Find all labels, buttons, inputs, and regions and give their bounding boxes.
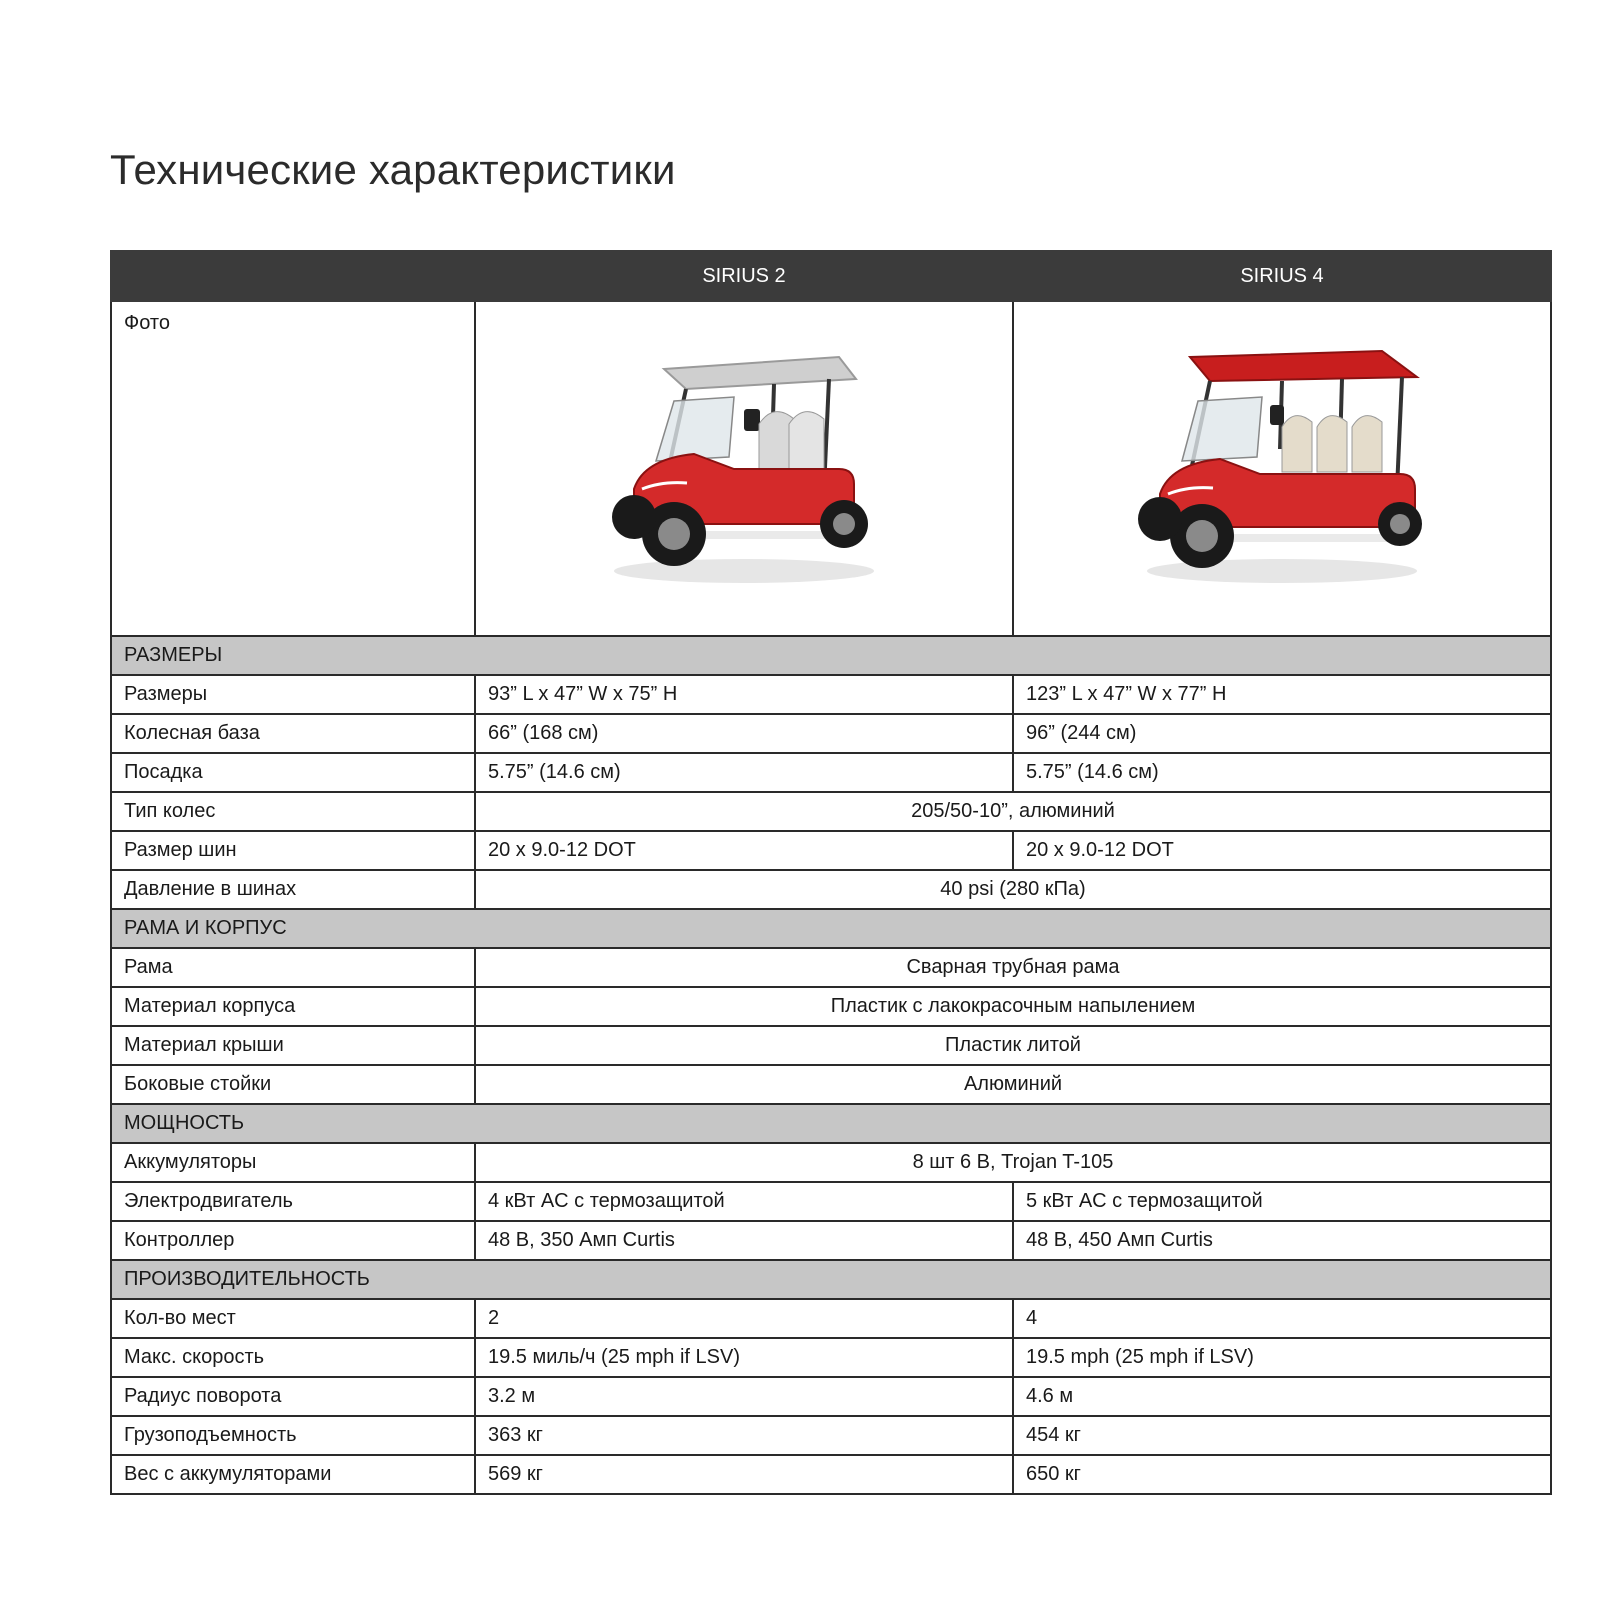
spec-table (110, 250, 1552, 1495)
section-title: РАЗМЕРЫ (111, 636, 1551, 675)
section-row-power (111, 1104, 1551, 1143)
sirius-4-value: 19.5 mph (25 mph if LSV) (1013, 1338, 1551, 1377)
row-label: Тип колес (111, 792, 475, 831)
sirius-2-value: 19.5 миль/ч (25 mph if LSV) (475, 1338, 1013, 1377)
table-row (111, 831, 1551, 870)
sirius-2-value: 363 кг (475, 1416, 1013, 1455)
sirius-4-value: 96” (244 см) (1013, 714, 1551, 753)
row-label: Посадка (111, 753, 475, 792)
sirius-2-value: 20 x 9.0-12 DOT (475, 831, 1013, 870)
section-row-frame (111, 909, 1551, 948)
table-row (111, 1221, 1551, 1260)
sirius-2-photo-cell (475, 301, 1013, 636)
sirius-4-value: 48 В, 450 Амп Curtis (1013, 1221, 1551, 1260)
shared-value: Пластик литой (475, 1026, 1551, 1065)
sirius-4-value: 454 кг (1013, 1416, 1551, 1455)
sirius-2-value: 5.75” (14.6 см) (475, 753, 1013, 792)
table-row (111, 1182, 1551, 1221)
row-label: Материал крыши (111, 1026, 475, 1065)
sirius-4-photo-cell (1013, 301, 1551, 636)
row-label: Аккумуляторы (111, 1143, 475, 1182)
sirius-4-value: 5.75” (14.6 см) (1013, 753, 1551, 792)
row-label: Материал корпуса (111, 987, 475, 1026)
table-row (111, 1299, 1551, 1338)
section-title: РАМА И КОРПУС (111, 909, 1551, 948)
table-row (111, 753, 1551, 792)
sirius-2-value: 4 кВт AC с термозащитой (475, 1182, 1013, 1221)
table-row (111, 1026, 1551, 1065)
sirius-4-value: 20 x 9.0-12 DOT (1013, 831, 1551, 870)
row-label: Контроллер (111, 1221, 475, 1260)
sirius-2-cart-image (594, 339, 894, 599)
table-row (111, 1416, 1551, 1455)
row-label: Кол-во мест (111, 1299, 475, 1338)
shared-value: Пластик с лакокрасочным напылением (475, 987, 1551, 1026)
row-label: Фото (111, 301, 475, 636)
sirius-2-value: 569 кг (475, 1455, 1013, 1494)
shared-value: Алюминий (475, 1065, 1551, 1104)
table-row (111, 714, 1551, 753)
sirius-4-value: 650 кг (1013, 1455, 1551, 1494)
row-label: Размер шин (111, 831, 475, 870)
header-sirius-4: SIRIUS 4 (1013, 251, 1551, 301)
sirius-4-value: 5 кВт AC с термозащитой (1013, 1182, 1551, 1221)
sirius-2-value: 2 (475, 1299, 1013, 1338)
table-row (111, 1455, 1551, 1494)
table-row (111, 301, 1551, 636)
table-row (111, 870, 1551, 909)
sirius-4-value: 123” L x 47” W x 77” H (1013, 675, 1551, 714)
row-label: Рама (111, 948, 475, 987)
table-row (111, 987, 1551, 1026)
row-label: Вес с аккумуляторами (111, 1455, 475, 1494)
sirius-2-value: 93” L x 47” W x 75” H (475, 675, 1013, 714)
sirius-2-value: 3.2 м (475, 1377, 1013, 1416)
sirius-4-cart-image (1132, 339, 1432, 599)
table-row (111, 675, 1551, 714)
row-label: Размеры (111, 675, 475, 714)
table-header-row (111, 251, 1551, 301)
shared-value: 205/50-10”, алюминий (475, 792, 1551, 831)
row-label: Боковые стойки (111, 1065, 475, 1104)
section-row-performance (111, 1260, 1551, 1299)
sirius-4-value: 4.6 м (1013, 1377, 1551, 1416)
row-label: Радиус поворота (111, 1377, 475, 1416)
header-sirius-2: SIRIUS 2 (475, 251, 1013, 301)
header-empty-cell (111, 251, 475, 301)
table-row (111, 1377, 1551, 1416)
section-title: МОЩНОСТЬ (111, 1104, 1551, 1143)
sirius-4-value: 4 (1013, 1299, 1551, 1338)
row-label: Колесная база (111, 714, 475, 753)
row-label: Давление в шинах (111, 870, 475, 909)
row-label: Грузоподъемность (111, 1416, 475, 1455)
shared-value: 8 шт 6 В, Trojan T-105 (475, 1143, 1551, 1182)
section-row-dimensions (111, 636, 1551, 675)
row-label: Макс. скорость (111, 1338, 475, 1377)
page-title: Технические характеристики (110, 146, 676, 193)
shared-value: Сварная трубная рама (475, 948, 1551, 987)
sirius-2-value: 48 В, 350 Амп Curtis (475, 1221, 1013, 1260)
section-title: ПРОИЗВОДИТЕЛЬНОСТЬ (111, 1260, 1551, 1299)
row-label: Электродвигатель (111, 1182, 475, 1221)
table-row (111, 1065, 1551, 1104)
table-row (111, 948, 1551, 987)
shared-value: 40 psi (280 кПа) (475, 870, 1551, 909)
table-row (111, 1338, 1551, 1377)
sirius-2-value: 66” (168 см) (475, 714, 1013, 753)
table-row (111, 1143, 1551, 1182)
table-row (111, 792, 1551, 831)
